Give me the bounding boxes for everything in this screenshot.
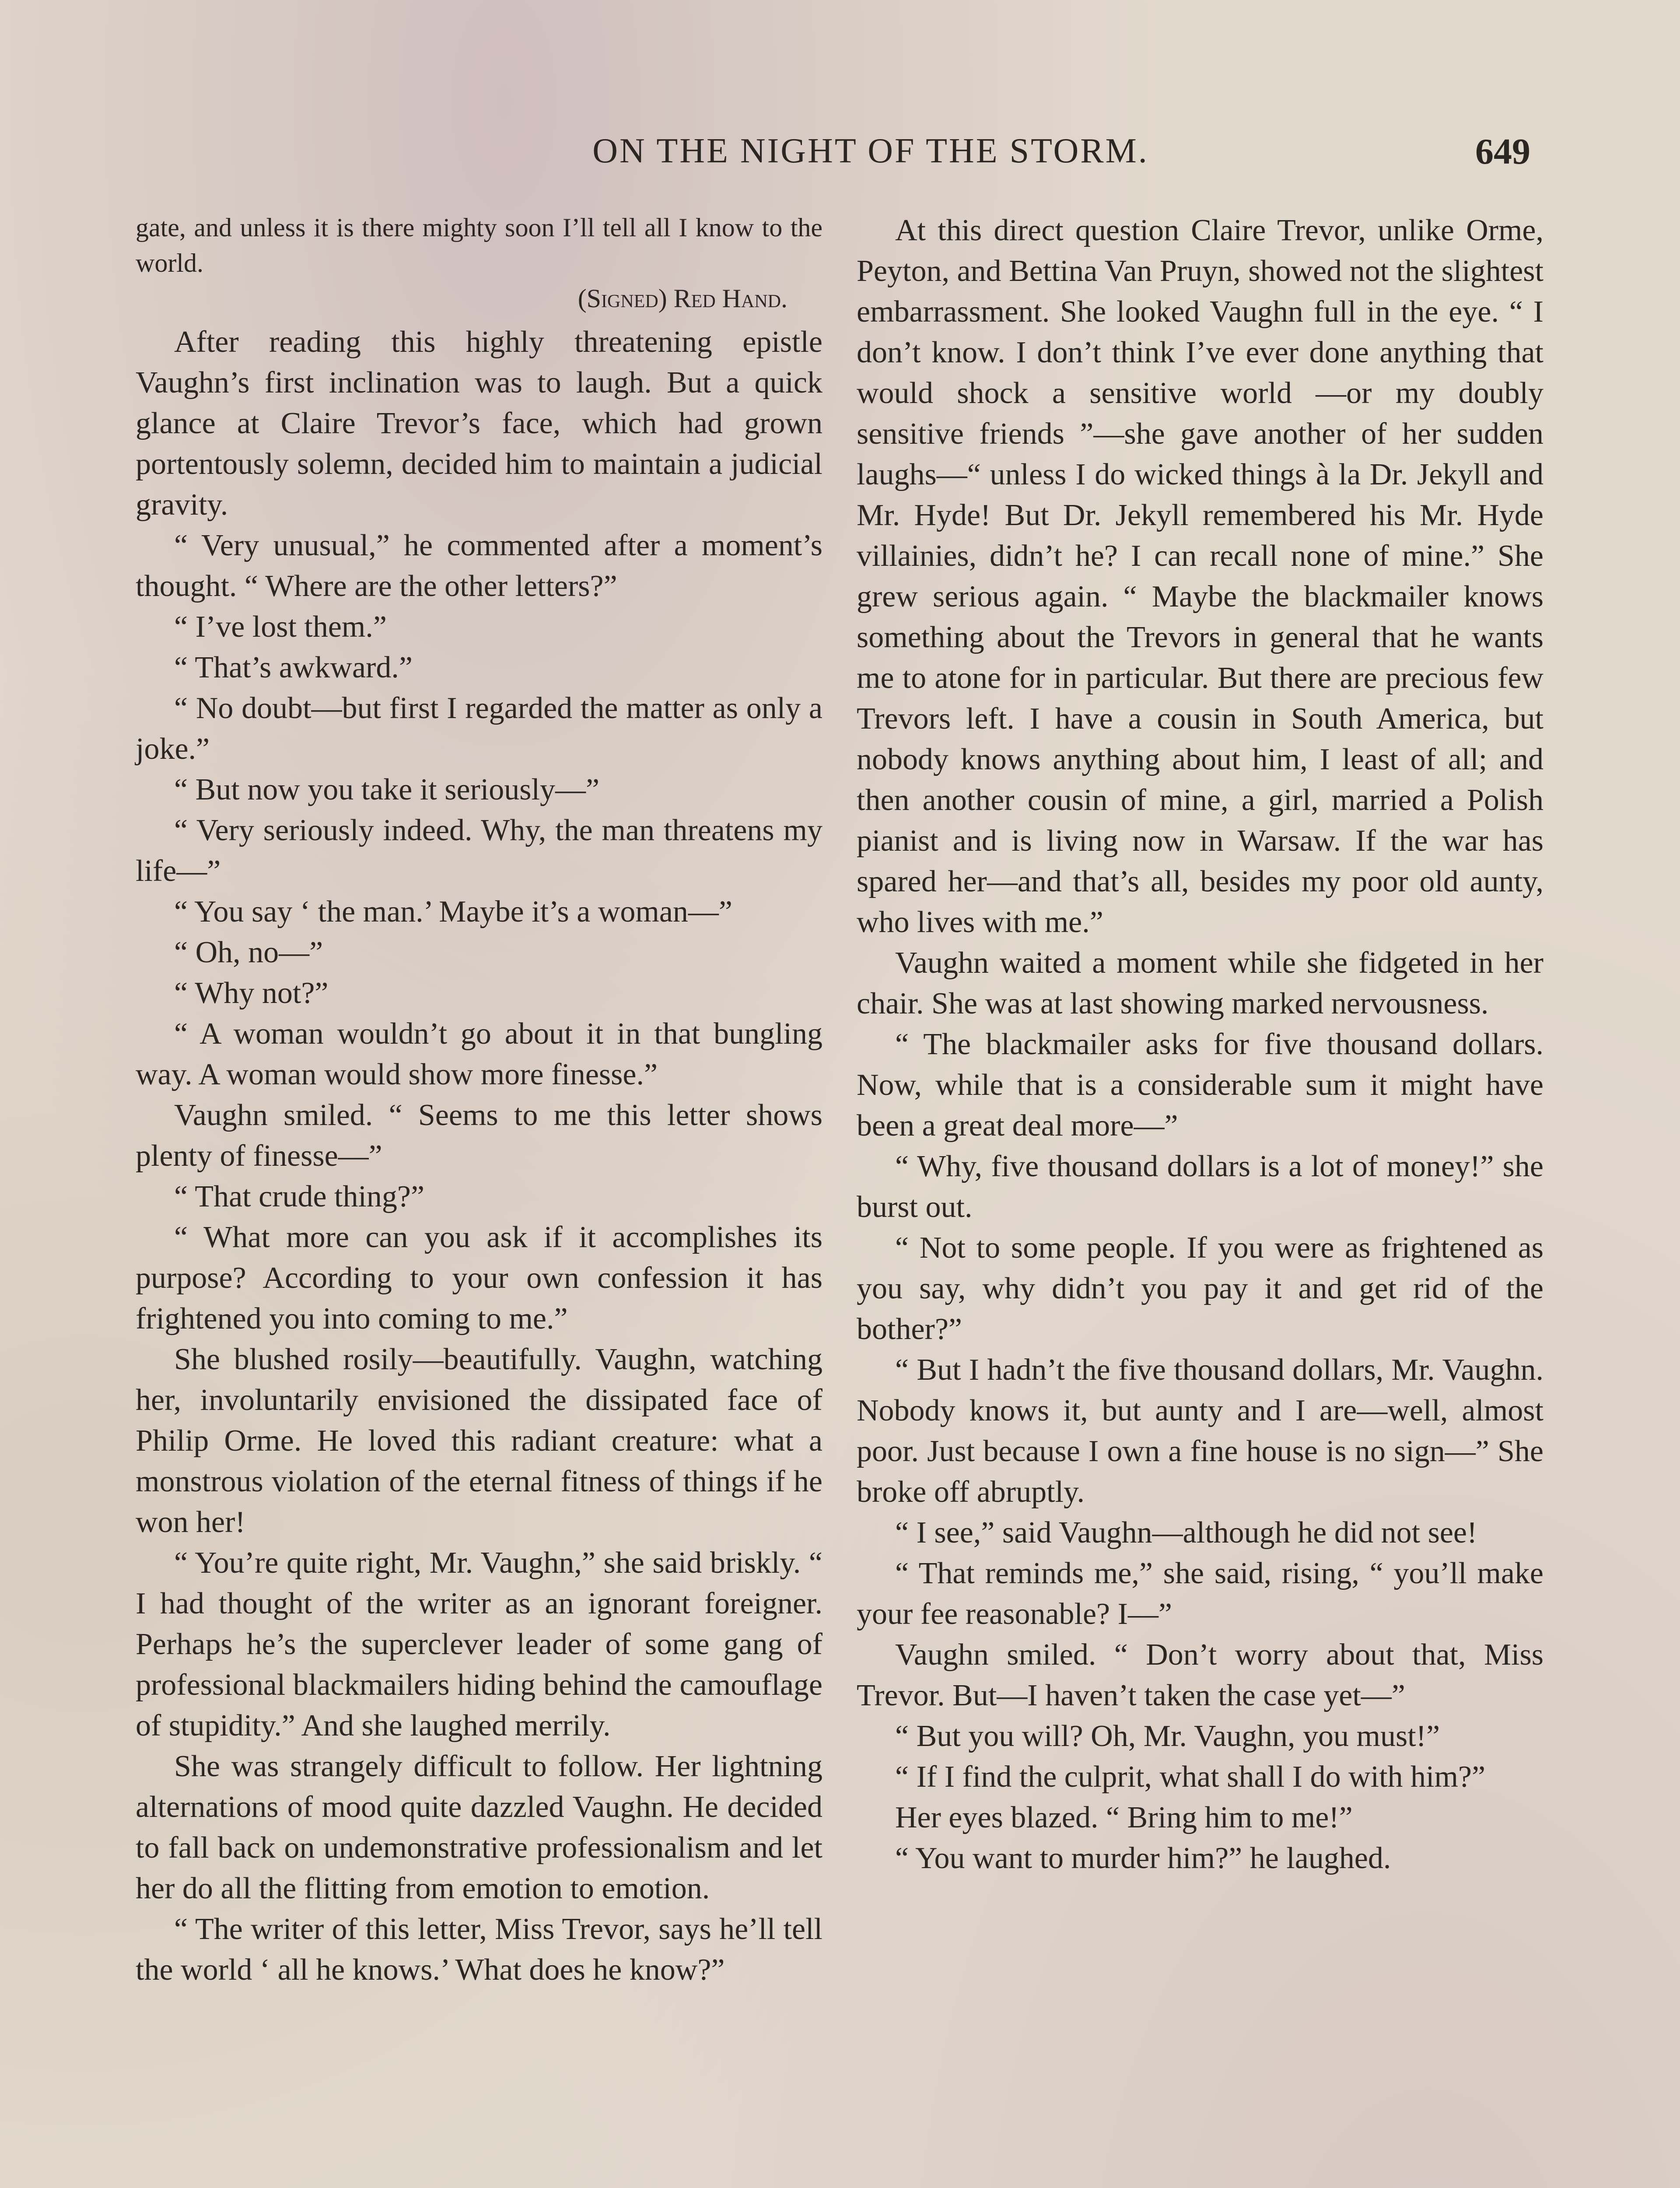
paragraph: “ Why not?”	[174, 976, 329, 1010]
paragraph: “ I’ve lost them.”	[174, 610, 387, 644]
paragraph: “ You say ‘ the man.’ Maybe it’s a woman—”	[174, 895, 732, 929]
left-column	[136, 210, 822, 1990]
paragraph: Vaughn smiled. “ Don’t worry about that, Miss Trevor. But—I haven’t taken the case yet—”	[857, 1638, 1544, 1712]
paragraph: gate, and unless it is there mighty soon I’ll tell all I know to the world.	[136, 213, 822, 277]
paragraph: “ But you will? Oh, Mr. Vaughn, you must!”	[895, 1719, 1440, 1753]
running-title: ON THE NIGHT OF THE STORM.	[592, 132, 1149, 170]
paragraph: “ Not to some people. If you were as frightened as you say, why didn’t you pay it and get rid of the bother?”	[857, 1231, 1544, 1346]
paragraph: “ If I find the culprit, what shall I do with him?”	[895, 1760, 1486, 1794]
paragraph: “ That’s awkward.”	[174, 651, 413, 684]
paragraph: Vaughn smiled. “ Seems to me this letter shows plenty of finesse—”	[136, 1098, 822, 1173]
paragraph: “ But now you take it seriously—”	[174, 773, 600, 806]
paragraph: Vaughn waited a moment while she fidgeted in her chair. She was at last showing marked nervousness.	[857, 946, 1544, 1020]
paragraph: She was strangely difficult to follow. Her lightning alternations of mood quite dazzled Vaughn. He decided to fall back on undemonstrative professionalism and let her do all the flitting from emotion to emotion.	[136, 1750, 822, 1905]
paragraph: “ A woman wouldn’t go about it in that bungling way. A woman would show more finesse.”	[136, 1017, 822, 1091]
paragraph: “ But I hadn’t the five thousand dollars, Mr. Vaughn. Nobody knows it, but aunty and I are—well, almost poor. Just because I own a fine house is no sign—” She broke off abruptly.	[857, 1353, 1544, 1509]
paragraph: “ Very unusual,” he commented after a moment’s thought. “ Where are the other letters?”	[136, 529, 822, 603]
paragraph: “ Very seriously indeed. Why, the man threatens my life—”	[136, 813, 822, 888]
paragraph: Her eyes blazed. “ Bring him to me!”	[895, 1801, 1353, 1834]
paragraph: “ Oh, no—”	[174, 936, 323, 969]
right-column	[857, 210, 1544, 1879]
paragraph: “ No doubt—but first I regarded the matter as only a joke.”	[136, 691, 822, 766]
paragraph: “ Why, five thousand dollars is a lot of money!” she burst out.	[857, 1150, 1544, 1224]
paragraph: “ That crude thing?”	[174, 1180, 425, 1213]
paragraph: “ The writer of this letter, Miss Trevor, says he’ll tell the world ‘ all he knows.’ What does he know?”	[136, 1912, 822, 1987]
paragraph: “ You want to murder him?” he laughed.	[895, 1841, 1391, 1875]
paragraph: “ I see,” said Vaughn—although he did not see!	[895, 1516, 1477, 1550]
paragraph: She blushed rosily—beautifully. Vaughn, watching her, involuntarily envisioned the dissipated face of Philip Orme. He loved this radiant creature: what a monstrous violation of the eternal fitness of things if he won her!	[136, 1343, 822, 1539]
page-number: 649	[1475, 131, 1530, 172]
paragraph: “ That reminds me,” she said, rising, “ you’ll make your fee reasonable? I—”	[857, 1557, 1544, 1631]
paragraph: “ What more can you ask if it accomplishes its purpose? According to your own confession it has frightened you into coming to me.”	[136, 1220, 822, 1336]
paragraph: After reading this highly threatening epistle Vaughn’s first inclination was to laugh. But a quick glance at Claire Trevor’s face, which had grown portentously solemn, decided him to maintain a judicial gravity.	[136, 325, 822, 522]
paragraph: “ You’re quite right, Mr. Vaughn,” she said briskly. “ I had thought of the writer as an ignorant foreigner. Perhaps he’s the superclever leader of some gang of professional blackmailers hiding behind the camouflage of stupidity.” And she laughed merrily.	[136, 1546, 822, 1743]
paragraph: “ The blackmailer asks for five thousand dollars. Now, while that is a considerable sum it might have been a great deal more—”	[857, 1027, 1544, 1143]
paragraph: At this direct question Claire Trevor, unlike Orme, Peyton, and Bettina Van Pruyn, showed not the slightest embarrassment. She looked Vaughn full in the eye. “ I don’t know. I don’t think I’ve ever done anything that would shock a sensitive world —or my doubly sensitive friends ”—she gave another of her sudden laughs—“ unless I do wicked things à la Dr. Jekyll and Mr. Hyde! But Dr. Jekyll remembered his Mr. Hyde villainies, didn’t he? I can recall none of mine.” She grew serious again. “ Maybe the blackmailer knows something about the Trevors in general that he wants me to atone for in particular. But there are precious few Trevors left. I have a cousin in South America, but nobody knows anything about him, I least of all; and then another cousin of mine, a girl, married a Polish pianist and is living now in Warsaw. If the war has spared her—and that’s all, besides my poor old aunty, who lives with me.”	[857, 214, 1544, 939]
signature-line: (Signed) Red Hand.	[578, 284, 788, 313]
